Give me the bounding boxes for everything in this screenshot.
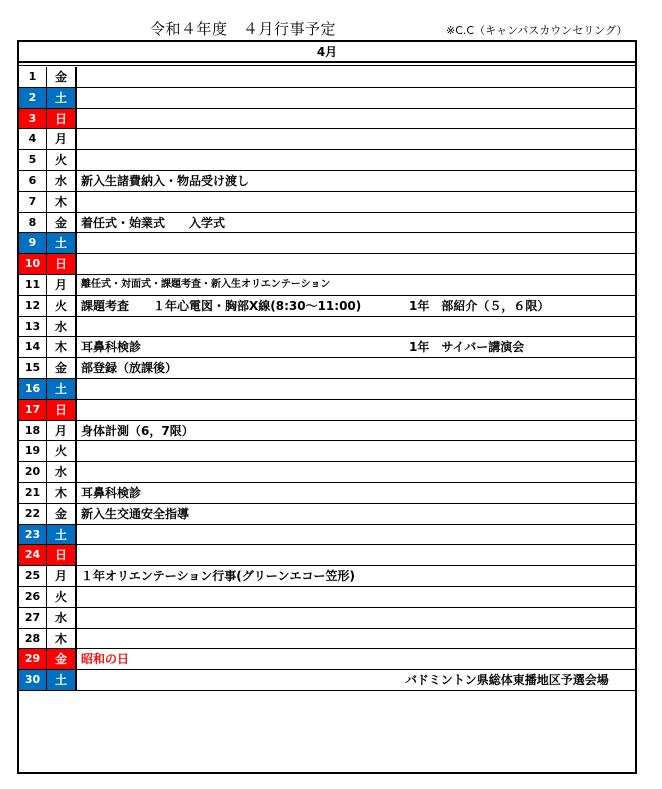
weekday: 日 [47,545,77,565]
day-number: 23 [19,525,47,545]
event-text: １年オリエンテーション行事(グリーンエコー笠形) [81,569,356,584]
weekday: 土 [47,670,77,690]
table-row [19,296,635,317]
table-row [19,462,635,483]
page-title: 令和４年度 ４月行事予定 [150,20,337,38]
day-number: 24 [19,545,47,565]
day-number: 28 [19,629,47,649]
table-row [19,254,635,275]
event-extra-text: バドミントン県総体東播地区予選会場 [405,673,609,688]
event-extra-text: 1年 部紹介（５，６限） [409,298,550,313]
event-extra-text: 1年 サイバー講演会 [409,340,525,355]
day-number: 17 [19,400,47,420]
day-number: 7 [19,192,47,212]
day-number: 11 [19,275,47,295]
table-row [19,525,635,546]
weekday: 木 [47,629,77,649]
event-text: 離任式・対面式・課題考査・新入生オリエンテーション [81,278,331,290]
schedule-rows [19,67,635,691]
table-row [19,88,635,109]
table-row [19,67,635,88]
weekday: 火 [47,150,77,170]
day-number: 18 [19,421,47,441]
weekday: 火 [47,296,77,316]
weekday: 金 [47,213,77,233]
table-row [19,358,635,379]
event-text: 昭和の日 [81,652,130,667]
day-number: 29 [19,649,47,669]
weekday: 月 [47,566,77,586]
weekday: 水 [47,462,77,482]
event-text: 新入生諸費納入・物品受け渡し [81,173,250,188]
table-row [19,421,635,442]
event-text: 身体計測（6，7限） [81,423,194,438]
table-row [19,337,635,358]
weekday: 金 [47,67,77,87]
weekday: 月 [47,275,77,295]
day-number: 10 [19,254,47,274]
cc-note: ※C.C（キャンパスカウンセリング） [446,24,628,37]
day-number: 15 [19,358,47,378]
table-row [19,587,635,608]
event-text: 着任式・始業式 入学式 [81,215,226,230]
table-row [19,129,635,150]
weekday: 日 [47,254,77,274]
table-row [19,400,635,421]
table-row [19,379,635,400]
weekday: 月 [47,129,77,149]
table-row [19,192,635,213]
table-row [19,483,635,504]
day-number: 6 [19,171,47,191]
weekday: 木 [47,483,77,503]
day-number: 9 [19,233,47,253]
table-row [19,150,635,171]
day-number: 4 [19,129,47,149]
day-number: 27 [19,608,47,628]
day-number: 19 [19,441,47,461]
day-number: 22 [19,504,47,524]
table-row [19,629,635,650]
table-row [19,213,635,234]
table-row [19,566,635,587]
event-text: 課題考査 １年心電図・胸部X線(8:30～11:00) [81,298,362,313]
weekday: 木 [47,192,77,212]
weekday: 金 [47,504,77,524]
event-text: 新入生交通安全指導 [81,506,190,521]
table-row [19,109,635,130]
day-number: 25 [19,566,47,586]
event-text: 部登録（放課後） [81,361,178,376]
table-row [19,171,635,192]
weekday: 土 [47,525,77,545]
day-number: 12 [19,296,47,316]
table-row [19,441,635,462]
day-number: 20 [19,462,47,482]
table-row [19,504,635,525]
weekday: 土 [47,233,77,253]
day-number: 8 [19,213,47,233]
day-number: 14 [19,337,47,357]
weekday: 土 [47,379,77,399]
weekday: 金 [47,358,77,378]
table-row [19,275,635,296]
weekday: 火 [47,441,77,461]
day-number: 16 [19,379,47,399]
weekday: 日 [47,109,77,129]
month-header: 4月 [19,42,635,63]
day-number: 1 [19,67,47,87]
weekday: 日 [47,400,77,420]
weekday: 水 [47,608,77,628]
weekday: 水 [47,171,77,191]
weekday: 土 [47,88,77,108]
table-row [19,670,635,691]
day-number: 5 [19,150,47,170]
event-text: 耳鼻科検診 [81,485,142,500]
weekday: 水 [47,317,77,337]
table-row [19,233,635,254]
table-row [19,649,635,670]
day-number: 26 [19,587,47,607]
day-number: 30 [19,670,47,690]
table-row [19,545,635,566]
weekday: 火 [47,587,77,607]
weekday: 木 [47,337,77,357]
weekday: 月 [47,421,77,441]
weekday: 金 [47,649,77,669]
day-number: 13 [19,317,47,337]
table-row [19,608,635,629]
table-row [19,317,635,338]
day-number: 3 [19,109,47,129]
day-number: 2 [19,88,47,108]
day-number: 21 [19,483,47,503]
schedule-table [17,40,637,774]
event-text: 耳鼻科検診 [81,340,142,355]
